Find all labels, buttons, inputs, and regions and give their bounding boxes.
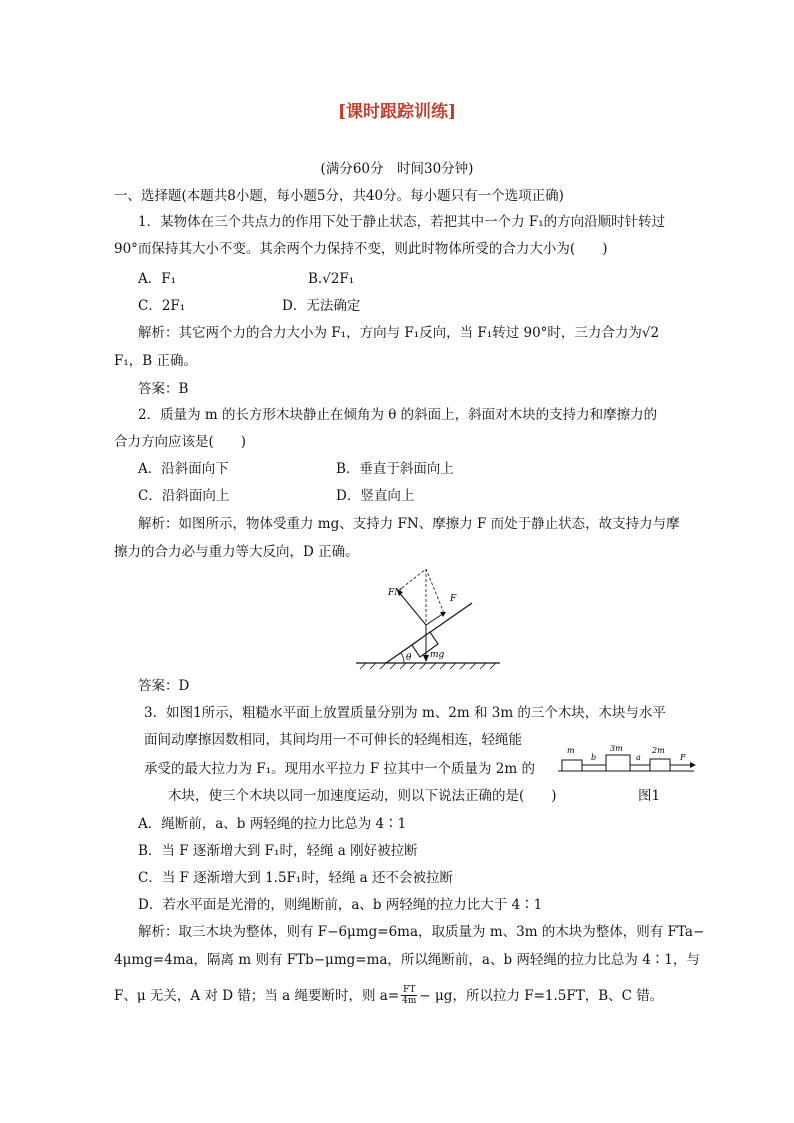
- q1-option-b: B.√2F₁: [308, 271, 355, 287]
- q3-option-d: D．若水平面是光滑的，则绳断前，a、b 两轻绳的拉力比大于 4∶1: [138, 897, 543, 913]
- q1-option-a: A．F₁: [138, 271, 177, 287]
- figure-1-caption: 图1: [638, 788, 661, 804]
- q2-stem-line1: 2．质量为 m 的长方形木块静止在倾角为 θ 的斜面上，斜面对木块的支持力和摩擦力的: [138, 407, 658, 423]
- q1-explanation-line2: F₁，B 正确。: [114, 353, 197, 369]
- section-heading: 一、选择题(本题共8小题，每小题5分，共40分。每小题只有一个选项正确): [114, 188, 564, 204]
- q2-answer: 答案：D: [138, 678, 190, 694]
- q1-stem-line1: 1．某物体在三个共点力的作用下处于静止状态，若把其中一个力 F₁的方向沿顺时针转过: [138, 214, 666, 230]
- subtitle: (满分60分 时间30分钟): [320, 161, 474, 177]
- q3-explanation-line3-part2: − μg，所以拉力 F=1.5FT，B、C 错。: [419, 987, 664, 1004]
- fraction-numerator: FT: [403, 985, 416, 995]
- q3-stem-line4: 木块，使三个木块以同一加速度运动，则以下说法正确的是( ): [168, 788, 557, 804]
- q3-stem-line1: 3．如图1所示，粗糙水平面上放置质量分别为 m、2m 和 3m 的三个木块，木块与水平: [144, 705, 666, 721]
- q2-explanation-line2: 擦力的合力必与重力等大反向，D 正确。: [114, 544, 359, 560]
- label-theta: θ: [406, 653, 412, 663]
- q2-option-b: B．垂直于斜面向上: [336, 461, 454, 477]
- q2-option-c: C．沿斜面向上: [138, 488, 230, 504]
- q3-explanation-line1: 解析：取三木块为整体，则有 F−6μmg=6ma，取质量为 m、3m 的木块为整体，则有 FTa−: [138, 924, 705, 940]
- q3-stem-line2: 面间动摩擦因数相同，其间均用一不可伸长的轻绳相连，轻绳能: [144, 732, 522, 748]
- fraction: [401, 985, 417, 1006]
- q3-explanation-line2: 4μmg=4ma，隔离 m 则有 FTb−μmg=ma，所以绳断前，a、b 两轻绳的拉力比总为 4∶1，与: [114, 952, 700, 968]
- label-block-m: m: [567, 746, 575, 755]
- label-rope-b: b: [591, 753, 597, 762]
- q3-option-b: B．当 F 逐渐增大到 F₁时，轻绳 a 刚好被拉断: [138, 843, 418, 859]
- label-force-f: F: [680, 753, 686, 762]
- label-fn: FN: [388, 588, 403, 598]
- q1-option-d: D．无法确定: [282, 298, 361, 314]
- q1-stem-line2: 90°而保持其大小不变。其余两个力保持不变，则此时物体所受的合力大小为( ): [114, 241, 608, 257]
- blocks-diagram: [558, 740, 698, 774]
- q2-option-d: D．竖直向上: [336, 488, 415, 504]
- fraction-denominator: 4m: [402, 996, 417, 1006]
- label-f: F: [450, 594, 457, 604]
- q1-option-c: C．2F₁: [138, 298, 186, 314]
- q3-explanation-line3: [114, 985, 663, 1006]
- q2-option-a: A．沿斜面向下: [138, 461, 229, 477]
- q2-stem-line2: 合力方向应该是( ): [114, 434, 247, 450]
- q1-explanation-line1: 解析：其它两个力的合力大小为 F₁，方向与 F₁反向，当 F₁转过 90°时，三力合力为√2: [138, 325, 660, 341]
- q2-explanation-line1: 解析：如图所示，物体受重力 mg、支持力 FN、摩擦力 F 而处于静止状态，故支持力与摩: [138, 516, 680, 532]
- label-mg: mg: [430, 650, 445, 660]
- q3-stem-line3: 承受的最大拉力为 F₁。现用水平拉力 F 拉其中一个质量为 2m 的: [144, 761, 535, 777]
- label-block-2m: 2m: [652, 746, 665, 755]
- label-rope-a: a: [636, 753, 641, 762]
- q3-option-c: C．当 F 逐渐增大到 1.5F₁时，轻绳 a 还不会被拉断: [138, 870, 453, 886]
- q3-explanation-line3-part1: F、μ 无关，A 对 D 错；当 a 绳要断时，则 a=: [114, 987, 400, 1004]
- label-block-3m: 3m: [610, 744, 623, 753]
- page-title: [课时跟踪训练]: [337, 102, 457, 122]
- q1-answer: 答案：B: [138, 381, 189, 397]
- q3-option-a: A．绳断前，a、b 两轻绳的拉力比总为 4∶1: [138, 816, 407, 832]
- incline-force-diagram: [350, 565, 510, 670]
